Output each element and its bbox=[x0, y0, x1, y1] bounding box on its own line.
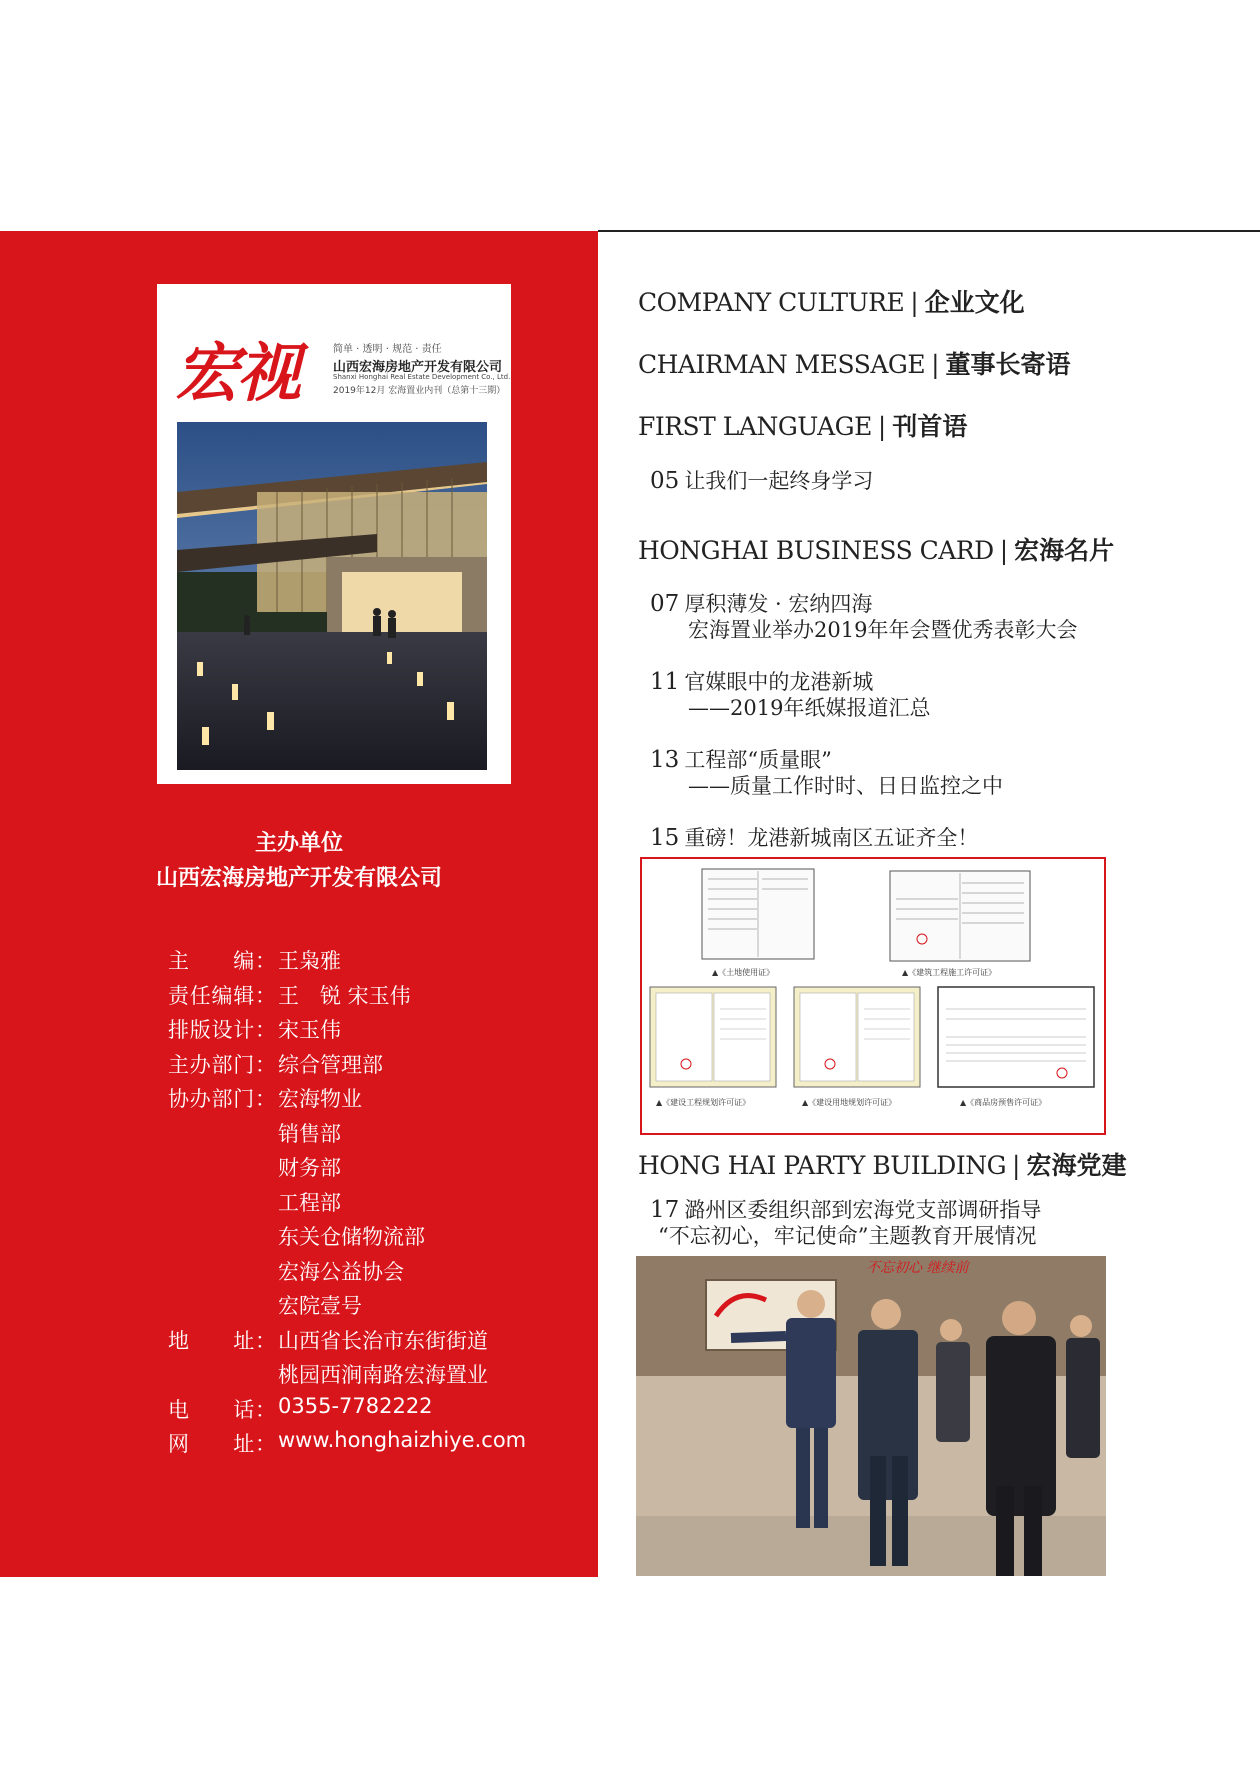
credit-value: 工程部 bbox=[278, 1190, 341, 1215]
toc-title: 官媒眼中的龙港新城 bbox=[684, 670, 874, 694]
credit-value: 财务部 bbox=[278, 1156, 341, 1180]
sponsor-label: 主办单位 bbox=[254, 831, 343, 856]
toc-item-15[interactable] bbox=[650, 822, 978, 852]
page-number: 11 bbox=[650, 669, 680, 695]
credit-label: 排版设计： bbox=[168, 1018, 276, 1042]
section-business-card[interactable] bbox=[638, 531, 1114, 567]
credit-row bbox=[168, 1394, 588, 1429]
section-zh: 企业文化 bbox=[924, 288, 1025, 317]
credit-row bbox=[168, 1083, 588, 1118]
credit-value: 东关仓储物流部 bbox=[278, 1225, 425, 1249]
cover-company-english: Shanxi Honghai Real Estate Development Co., Ltd. bbox=[333, 373, 511, 381]
section-first-language[interactable] bbox=[638, 407, 967, 443]
credit-value: 山西省长治市东街街道 bbox=[278, 1328, 488, 1353]
credit-value: 宏海物业 bbox=[278, 1087, 362, 1111]
credit-row bbox=[168, 1049, 588, 1084]
section-en: COMPANY CULTURE bbox=[638, 288, 905, 317]
section-party-building[interactable] bbox=[638, 1146, 1127, 1182]
credit-label: 网 址： bbox=[168, 1432, 276, 1456]
cover-building-photo bbox=[177, 422, 487, 770]
section-company-culture[interactable] bbox=[638, 283, 1025, 319]
page-number: 15 bbox=[650, 825, 680, 851]
section-en: FIRST LANGUAGE bbox=[638, 412, 872, 441]
toc-item-13[interactable] bbox=[650, 744, 1003, 798]
page-number: 07 bbox=[650, 591, 680, 617]
credit-value: 王 锐 宋玉伟 bbox=[278, 983, 411, 1008]
credit-value: 宋玉伟 bbox=[278, 1018, 341, 1042]
page-number: 13 bbox=[650, 747, 680, 773]
cert-caption: ▲《建设工程规划许可证》 bbox=[656, 1098, 751, 1107]
credit-value: 王枭雅 bbox=[278, 949, 341, 973]
toc-item-17[interactable] bbox=[650, 1194, 1042, 1248]
toc-subtitle: 宏海置业举办2019年年会暨优秀表彰大会 bbox=[688, 618, 1078, 642]
party-visit-photo bbox=[636, 1256, 1106, 1576]
credit-row bbox=[168, 980, 588, 1015]
cert-caption: ▲《建设用地规划许可证》 bbox=[802, 1098, 897, 1107]
credit-row bbox=[168, 1152, 588, 1187]
credit-row bbox=[168, 1325, 588, 1360]
section-divider: | bbox=[1012, 1151, 1021, 1180]
credit-value: 0355-7782222 bbox=[278, 1393, 433, 1418]
toc-title: 工程部“质量眼” bbox=[684, 748, 832, 772]
credit-value: 销售部 bbox=[278, 1121, 341, 1146]
credit-label: 电 话： bbox=[168, 1397, 276, 1422]
toc-item-05[interactable] bbox=[650, 465, 873, 495]
cover-issue: 2019年12月 宏海置业内刊（总第十三期） bbox=[333, 386, 506, 396]
toc-title: 让我们一起终身学习 bbox=[684, 469, 874, 493]
credit-row bbox=[168, 1359, 588, 1394]
section-en: HONG HAI PARTY BUILDING bbox=[638, 1151, 1007, 1180]
credit-value: 桃园西涧南路宏海置业 bbox=[278, 1363, 488, 1387]
credit-value: 宏院壹号 bbox=[278, 1294, 362, 1318]
credit-row bbox=[168, 1014, 588, 1049]
credit-label bbox=[168, 1187, 278, 1222]
page-number: 17 bbox=[650, 1197, 680, 1223]
credit-label bbox=[168, 1359, 278, 1394]
credit-label bbox=[168, 1221, 278, 1256]
credit-value: www.honghaizhiye.com bbox=[278, 1428, 527, 1452]
toc-item-11[interactable] bbox=[650, 666, 931, 720]
section-zh: 宏海党建 bbox=[1026, 1151, 1127, 1180]
toc-subtitle: ——2019年纸媒报道汇总 bbox=[688, 696, 931, 720]
sponsor-name: 山西宏海房地产开发有限公司 bbox=[155, 866, 442, 891]
credit-row bbox=[168, 1187, 588, 1222]
credit-value: 综合管理部 bbox=[278, 1052, 383, 1077]
certificates-collage bbox=[640, 857, 1106, 1135]
credit-label bbox=[168, 1256, 278, 1291]
section-en: CHAIRMAN MESSAGE bbox=[638, 350, 926, 379]
credit-row bbox=[168, 1290, 588, 1325]
cert-caption: ▲《建筑工程施工许可证》 bbox=[902, 968, 997, 977]
section-divider: | bbox=[910, 288, 919, 317]
cover-slogan: 简单 · 透明 · 规范 · 责任 bbox=[333, 344, 442, 355]
toc-subtitle: “不忘初心，牢记使命”主题教育开展情况 bbox=[658, 1224, 1037, 1248]
credits-list bbox=[168, 945, 588, 1463]
banner-text: 不忘初心 继续前 bbox=[866, 1260, 969, 1276]
section-zh: 宏海名片 bbox=[1014, 536, 1115, 565]
toc-subtitle: ——质量工作时时、日日监控之中 bbox=[688, 774, 1003, 798]
credit-label bbox=[168, 1290, 278, 1325]
credit-label bbox=[168, 1152, 278, 1187]
section-zh: 刊首语 bbox=[892, 412, 968, 441]
section-chairman-message[interactable] bbox=[638, 345, 1071, 381]
page-number: 05 bbox=[650, 468, 680, 494]
credit-label: 责任编辑： bbox=[168, 983, 276, 1008]
credit-label: 协办部门： bbox=[168, 1087, 276, 1111]
credit-row bbox=[168, 1118, 588, 1153]
cert-caption: ▲《商品房预售许可证》 bbox=[960, 1098, 1047, 1107]
section-en: HONGHAI BUSINESS CARD bbox=[638, 536, 994, 565]
section-divider: | bbox=[931, 350, 940, 379]
section-zh: 董事长寄语 bbox=[945, 350, 1071, 379]
credit-label bbox=[168, 1118, 278, 1153]
credit-label: 主办部门： bbox=[168, 1052, 276, 1077]
cert-caption: ▲《土地使用证》 bbox=[712, 968, 775, 977]
credit-row bbox=[168, 1428, 588, 1463]
credit-label: 主 编： bbox=[168, 949, 276, 973]
cover-company: 山西宏海房地产开发有限公司 bbox=[333, 360, 503, 375]
section-divider: | bbox=[877, 412, 887, 441]
certificates-image bbox=[642, 859, 1104, 1133]
credit-row bbox=[168, 1221, 588, 1256]
section-divider: | bbox=[999, 536, 1009, 565]
magazine-cover bbox=[157, 284, 511, 784]
credit-value: 宏海公益协会 bbox=[278, 1259, 404, 1284]
toc-item-07[interactable] bbox=[650, 588, 1078, 642]
credit-label: 地 址： bbox=[168, 1328, 276, 1353]
credit-row bbox=[168, 1256, 588, 1291]
top-divider bbox=[598, 230, 1260, 232]
magazine-logo: 宏视 bbox=[175, 336, 299, 411]
credit-row bbox=[168, 945, 588, 980]
toc-title: 潞州区委组织部到宏海党支部调研指导 bbox=[684, 1198, 1042, 1222]
toc-title: 重磅！龙港新城南区五证齐全！ bbox=[684, 826, 979, 850]
toc-title: 厚积薄发 · 宏纳四海 bbox=[684, 592, 873, 616]
